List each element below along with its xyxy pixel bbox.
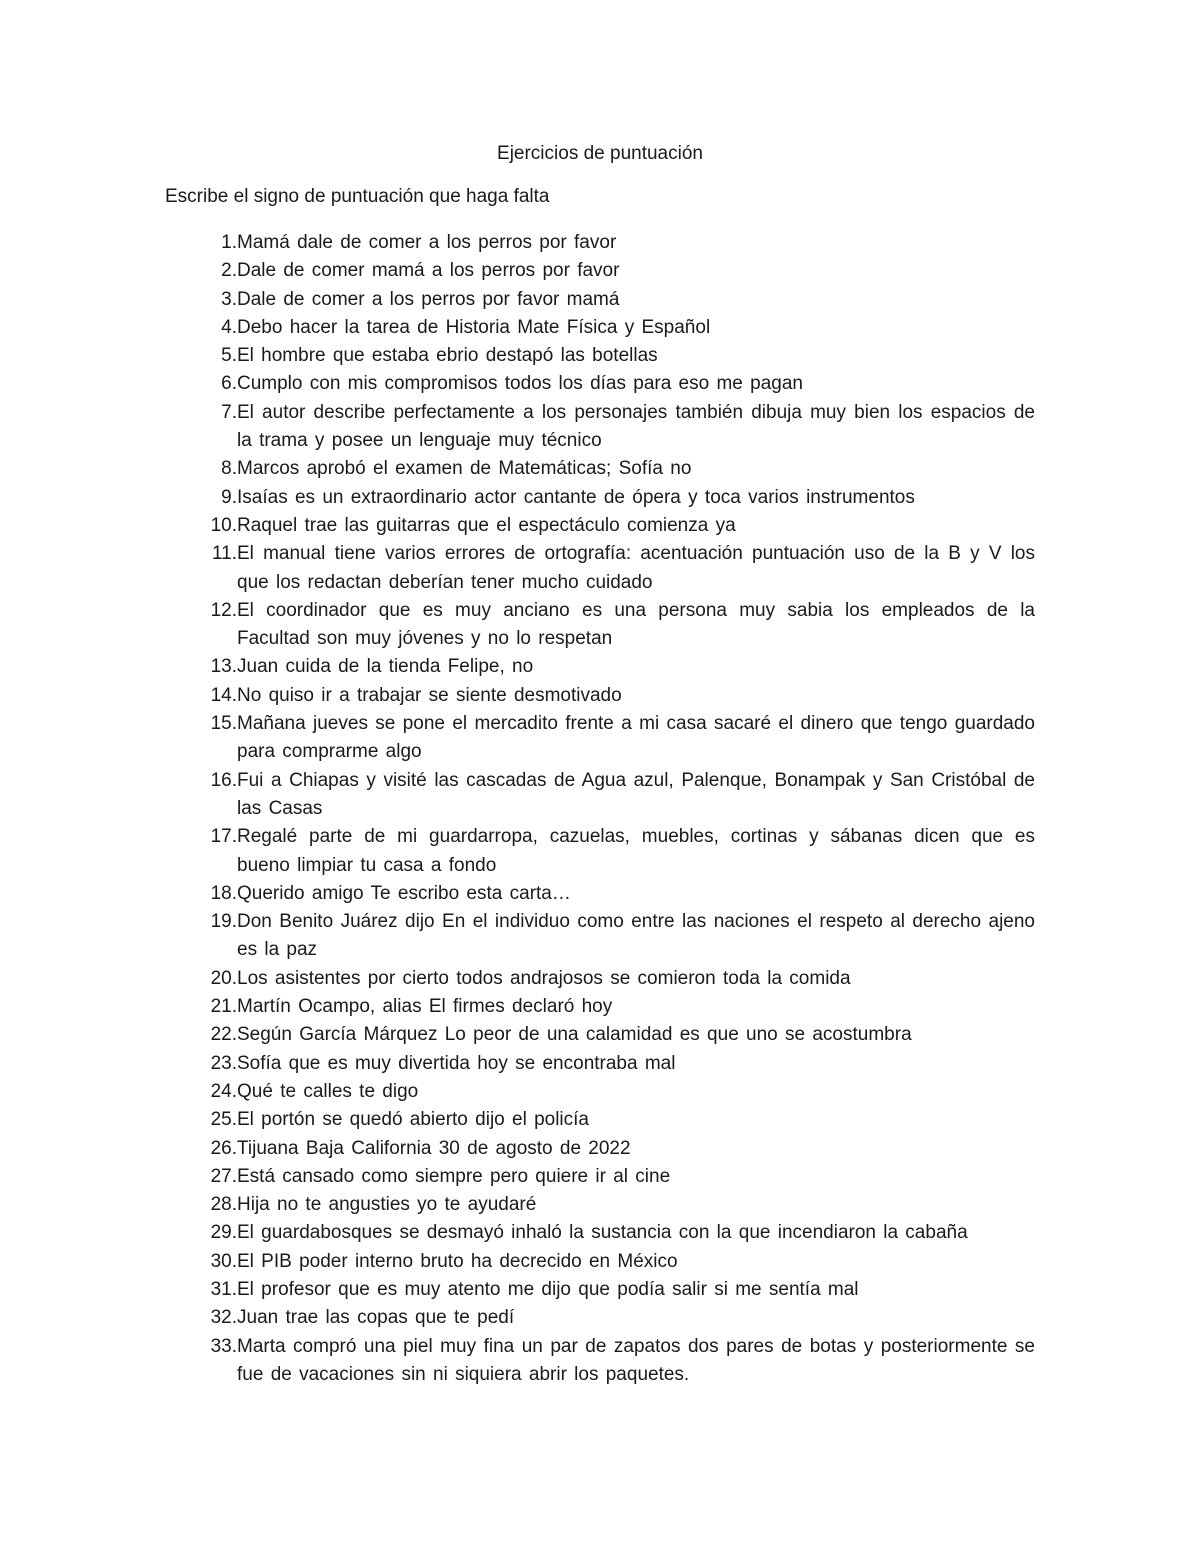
exercise-number: 26. (210, 1137, 237, 1159)
exercise-number: 27. (210, 1165, 237, 1187)
exercise-number: 11. (211, 543, 237, 565)
exercise-item (170, 1304, 1035, 1332)
exercise-number: 18. (210, 882, 237, 904)
exercise-item (170, 1078, 1035, 1106)
exercise-text: El guardabosques se desmayó inhaló la sustancia con la que incendiaron la cabaña (237, 1222, 968, 1244)
exercise-text: El manual tiene varios errores de ortografía: acentuación puntuación uso de la B y V los que los redactan deberían tener mucho cuidado (237, 543, 1035, 593)
exercise-text: Sofía que es muy divertida hoy se encontraba mal (237, 1052, 676, 1074)
exercise-item (170, 399, 1035, 456)
exercise-text: Dale de comer a los perros por favor mamá (237, 288, 620, 310)
exercise-text: Qué te calles te digo (237, 1080, 419, 1102)
exercise-text: Está cansado como siempre pero quiere ir al cine (237, 1165, 671, 1187)
exercise-number: 33. (210, 1335, 237, 1357)
exercise-number: 25. (210, 1109, 237, 1131)
exercise-text: Marcos aprobó el examen de Matemáticas; Sofía no (237, 458, 692, 480)
exercise-number: 20. (210, 967, 237, 989)
exercise-number: 24. (210, 1080, 237, 1102)
exercise-number: 19. (210, 911, 237, 933)
exercise-text: El profesor que es muy atento me dijo que podía salir si me sentía mal (237, 1278, 859, 1300)
exercise-text: Los asistentes por cierto todos andrajosos se comieron toda la comida (237, 967, 851, 989)
exercise-text: Martín Ocampo, alias El firmes declaró hoy (237, 996, 613, 1018)
exercise-item (170, 257, 1035, 285)
exercise-item (170, 965, 1035, 993)
instruction-text: Escribe el signo de puntuación que haga falta (165, 186, 550, 207)
exercise-list (170, 229, 1035, 1389)
exercise-text: Debo hacer la tarea de Historia Mate Física y Español (237, 316, 711, 338)
exercise-number: 2. (221, 260, 237, 282)
exercise-number: 15. (210, 713, 237, 735)
exercise-item (170, 512, 1035, 540)
exercise-text: No quiso ir a trabajar se siente desmotivado (237, 684, 622, 706)
exercise-item (170, 455, 1035, 483)
exercise-item (170, 1050, 1035, 1078)
exercise-text: Mañana jueves se pone el mercadito frente a mi casa sacaré el dinero que tengo guardado para comprarme algo (237, 713, 1035, 763)
exercise-item (170, 993, 1035, 1021)
exercise-item (170, 314, 1035, 342)
exercise-item (170, 1021, 1035, 1049)
exercise-number: 32. (210, 1307, 237, 1329)
exercise-number: 16. (210, 769, 237, 791)
exercise-item (170, 710, 1035, 767)
exercise-number: 10. (210, 514, 237, 536)
exercise-number: 4. (221, 316, 237, 338)
exercise-item (170, 540, 1035, 597)
exercise-item (170, 1333, 1035, 1390)
exercise-text: Tijuana Baja California 30 de agosto de 2022 (237, 1137, 631, 1159)
exercise-number: 9. (221, 486, 237, 508)
exercise-number: 13. (210, 656, 237, 678)
exercise-item (170, 682, 1035, 710)
exercise-number: 6. (221, 373, 237, 395)
exercise-number: 3. (221, 288, 237, 310)
exercise-item (170, 880, 1035, 908)
exercise-item (170, 597, 1035, 654)
exercise-item (170, 484, 1035, 512)
exercise-number: 14. (210, 684, 237, 706)
exercise-text: Mamá dale de comer a los perros por favor (237, 232, 617, 253)
exercise-text: Juan trae las copas que te pedí (237, 1307, 515, 1329)
exercise-text: El autor describe perfectamente a los personajes también dibuja muy bien los espacios de la trama y posee un lenguaje muy técnico (237, 401, 1035, 452)
exercise-number: 12. (210, 599, 237, 621)
exercise-item (170, 286, 1035, 314)
exercise-item (170, 908, 1035, 965)
exercise-text: El coordinador que es muy anciano es una persona muy sabia los empleados de la Facultad son muy jóvenes y no lo respetan (237, 599, 1035, 650)
exercise-number: 8. (221, 458, 237, 480)
exercise-text: Juan cuida de la tienda Felipe, no (237, 656, 534, 678)
exercise-text: Cumplo con mis compromisos todos los días para eso me pagan (237, 373, 803, 395)
exercise-number: 30. (210, 1250, 237, 1272)
exercise-number: 21. (210, 996, 237, 1018)
exercise-item (170, 1276, 1035, 1304)
exercise-number: 22. (210, 1024, 237, 1046)
exercise-item (170, 1163, 1035, 1191)
exercise-item (170, 1191, 1035, 1219)
exercise-number: 17. (210, 826, 237, 848)
exercise-text: Hija no te angusties yo te ayudaré (237, 1194, 537, 1216)
exercise-item (170, 1135, 1035, 1163)
exercise-text: Don Benito Juárez dijo En el individuo como entre las naciones el respeto al derecho ajeno es la paz (237, 911, 1035, 961)
exercise-item (170, 653, 1035, 681)
exercise-number: 23. (210, 1052, 237, 1074)
exercise-text: El hombre que estaba ebrio destapó las botellas (237, 345, 658, 367)
exercise-number: 7. (221, 401, 237, 423)
exercise-item (170, 1106, 1035, 1134)
exercise-text: Isaías es un extraordinario actor cantante de ópera y toca varios instrumentos (237, 486, 915, 508)
exercise-item (170, 1219, 1035, 1247)
exercise-item (170, 229, 1035, 257)
exercise-number: 5. (221, 345, 237, 367)
exercise-item (170, 342, 1035, 370)
exercise-item (170, 1248, 1035, 1276)
document-title: Ejercicios de puntuación (497, 143, 703, 164)
exercise-number: 1. (221, 232, 237, 253)
exercise-text: Según García Márquez Lo peor de una calamidad es que uno se acostumbra (237, 1024, 912, 1046)
exercise-text: Querido amigo Te escribo esta carta… (237, 882, 571, 904)
exercise-text: Regalé parte de mi guardarropa, cazuelas, muebles, cortinas y sábanas dicen que es bueno limpiar tu casa a fondo (237, 826, 1035, 876)
exercise-item (170, 370, 1035, 398)
exercise-item (170, 767, 1035, 824)
exercise-number: 28. (210, 1194, 237, 1216)
exercise-text: El PIB poder interno bruto ha decrecido en México (237, 1250, 678, 1272)
exercise-number: 29. (210, 1222, 237, 1244)
exercise-text: Dale de comer mamá a los perros por favor (237, 260, 620, 282)
exercise-text: Marta compró una piel muy fina un par de zapatos dos pares de botas y posteriormente se fue de vacaciones sin ni siquiera abrir los paquetes. (237, 1335, 1035, 1385)
exercise-text: El portón se quedó abierto dijo el policía (237, 1109, 590, 1131)
exercise-number: 31. (210, 1278, 237, 1300)
exercise-text: Fui a Chiapas y visité las cascadas de Agua azul, Palenque, Bonampak y San Cristóbal de las Casas (237, 769, 1035, 819)
exercise-text: Raquel trae las guitarras que el espectáculo comienza ya (237, 514, 736, 536)
exercise-item (170, 823, 1035, 880)
